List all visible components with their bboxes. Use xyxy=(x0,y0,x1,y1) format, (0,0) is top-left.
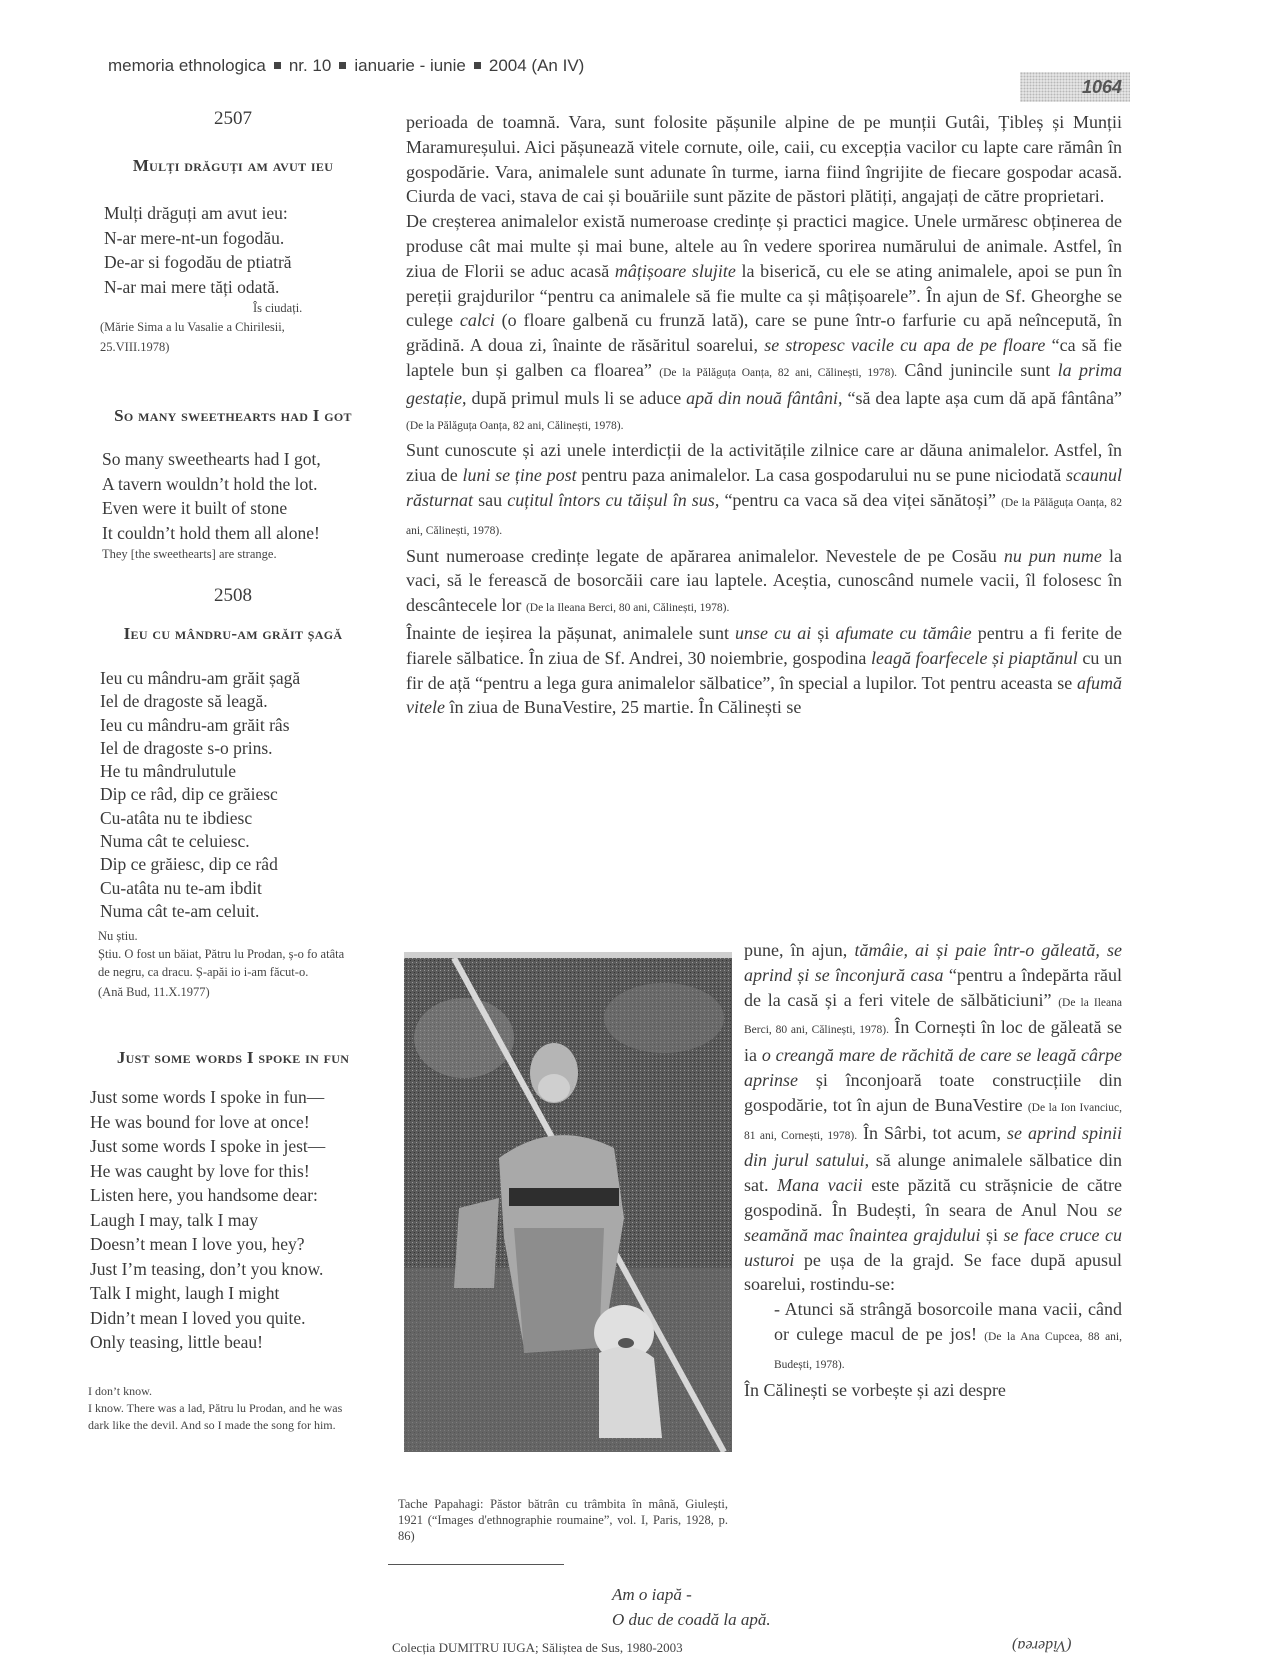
text-run: și înconjoară toate construcțiile din gospodărie, tot în ajun de BunaVestire xyxy=(744,1069,1122,1115)
text-run: (De la Pălăguța Oanța, 82 ani, Călinești, 1978). xyxy=(406,419,624,432)
text-run: În Sârbi, tot acum, xyxy=(857,1122,1007,1143)
text-run: Când junincile sunt xyxy=(897,359,1058,380)
paragraph: În Călinești se vorbește și azi despre xyxy=(744,1379,1006,1400)
paragraph xyxy=(406,209,1122,438)
square-bullet-icon xyxy=(274,62,281,69)
text-run: (De la Ileana Berci, 80 ani, Călinești, 1978). xyxy=(525,602,730,615)
text-run: se aprind spinii din jurul satului xyxy=(744,1122,1122,1171)
text-run: pentru paza animalelor. La casa gospodarului nu se pune niciodată xyxy=(576,465,1066,486)
text-run: (o floare galbenă cu frunză lată), care se pune într-o farfurie cu apă neîncepută, în grădină. A doua zi, înainte de răsăritul soarelui, xyxy=(406,310,1122,356)
footnote-divider xyxy=(388,1564,564,1565)
song-number: 2507 xyxy=(214,108,252,129)
verse-line: Mulți drăguți am avut ieu: xyxy=(104,203,288,223)
verse-line: Cu-atâta nu te-am ibdit xyxy=(100,877,262,898)
shepherd-with-dog-image xyxy=(404,958,732,1452)
poem-en xyxy=(88,447,378,545)
verse-line: He was caught by love for this! xyxy=(90,1160,310,1181)
riddle-answer-upside-down: (Viderea) xyxy=(1012,1637,1072,1654)
text-run: unse cu ai xyxy=(735,622,812,643)
text-run: Sunt numeroase credințe legate de apărarea animalelor. Nevestele de pe Cosău xyxy=(406,545,1004,566)
journal-header xyxy=(108,56,584,76)
text-run: și xyxy=(980,1224,1004,1245)
text-run: (De la Ion Ivanciuc, 81 ani, Cornești, 1978). xyxy=(744,1101,1122,1142)
verse-line: Laugh I may, talk I may xyxy=(90,1209,258,1230)
text-run: , “pentru ca vaca să dea viței sănătoși” xyxy=(714,489,1002,510)
text-run: la vaci, să le ferească de bosorcăii care iau laptele. Aceștia, cunoscând numele vacii, îl folosesc în descântecele lor xyxy=(406,545,1122,616)
text-run: la biserică, cu ele se ating animalele, apoi se pun în pereții grajdurilor “pentru ca animalele să fie multe ca și mâțișoarele”. În ajun de Sf. Gheorghe se culege xyxy=(406,260,1122,331)
text-run: în ziua de BunaVestire, 25 martie. În Călinești se xyxy=(444,697,802,718)
verse-line: Numa cât te-am celuit. xyxy=(100,900,260,921)
text-run: , după primul muls li se aduce xyxy=(462,387,687,408)
square-bullet-icon xyxy=(339,62,346,69)
text-run: În Cornești în loc de găleată se ia xyxy=(744,1017,1122,1066)
text-run: pentru a fi ferite de fiarele sălbatice. În ziua de Sf. Andrei, 30 noiembrie, gospodina xyxy=(406,622,1123,668)
issue-number: nr. 10 xyxy=(288,56,332,75)
article-body-wrapped xyxy=(744,938,1122,1402)
verse-line: Dip ce grăiesc, dip ce râd xyxy=(100,854,278,875)
journal-name: memoria ethnologica xyxy=(108,56,266,75)
text-run: (De la Pălăguța Oanța, 82 ani, Călinești, 1978). xyxy=(659,366,898,379)
paragraph xyxy=(406,438,1122,543)
text-run: pe ușa de la grajd. Se face după apusul soarelui, rostindu-se: xyxy=(744,1249,1122,1295)
text-run: (De la Pălăguța Oanța, 82 ani, Călinești, 1978). xyxy=(406,496,1122,537)
verse-line: So many sweethearts had I got, xyxy=(102,449,321,469)
text-run: , “să dea lapte așa cum dă apă fântâna” xyxy=(838,387,1122,408)
text-run: (De la Ileana Berci, 80 ani, Călinești, 1978). xyxy=(744,996,1122,1037)
verse-line: Iel de dragoste s-o prins. xyxy=(100,737,273,758)
text-run: scaunul răsturnat xyxy=(406,465,1122,510)
photo-caption: Tache Papahagi: Păstor bătrân cu trâmbita în mână, Giulești, 1921 (“Images d'ethnographie roumaine”, vol. I, Paris, 1928, p. 86) xyxy=(398,1497,728,1543)
page-number: 1064 xyxy=(1020,72,1130,102)
song-title-ro: Mulți drăguți am avut ieu xyxy=(132,156,334,175)
incantation xyxy=(744,1297,1122,1377)
song-number: 2508 xyxy=(214,585,252,606)
text-run: “pentru a îndepărta răul de la casă și a feri vitele de sălbăticiuni” xyxy=(744,964,1122,1010)
text-run: Sunt cunoscute și azi unele interdicții de la activitățile zilnice care ar dăuna animalelor. Astfel, în ziua de xyxy=(406,440,1122,486)
text-run: tămâie, ai și paie într-o găleată, se aprind și se înconjură casa xyxy=(744,940,1122,985)
poem-ro xyxy=(88,201,378,299)
verse-line: He was bound for love at once! xyxy=(90,1111,310,1132)
collection-credit: Colecția DUMITRU IUGA; Săliștea de Sus, 1980-2003 xyxy=(392,1640,683,1655)
poem-note-en: I know. There was a lad, Pătru lu Prodan, and he was dark like the devil. And so I made the song for him. xyxy=(88,1400,343,1432)
riddle-line: Am o iapă - xyxy=(612,1585,692,1604)
text-run: afumate cu tămâie xyxy=(835,622,972,643)
poem-ro xyxy=(88,667,378,923)
text-run: “ca să fie laptele bun și galben ca floarea” xyxy=(406,335,1122,380)
text-run: De creșterea animalelor există numeroase credințe și practici magice. Unele urmăresc obținerea de produse cât mai multe și mai bune, altele au în vedere sporirea numărului de animale. Astfel, în ziua de Florii se aduc acasă xyxy=(406,211,1122,281)
verse-line: N-ar mai mere tăți odată. xyxy=(104,276,280,297)
poem-en xyxy=(88,1085,378,1355)
text-run: la prima gestație xyxy=(406,359,1123,408)
riddle-line: O duc de coadă la apă. xyxy=(612,1610,771,1629)
left-column xyxy=(88,108,378,1434)
verse-line: A tavern wouldn’t hold the lot. xyxy=(102,473,318,494)
verse-line: Numa cât te celuiesc. xyxy=(100,831,250,852)
song-title-ro: Ieu cu mândru-am grăit șagă xyxy=(123,624,343,643)
text-run: (De la Ana Cupcea, 88 ani, Budești, 1978). xyxy=(774,1330,1122,1371)
verse-line: Just I’m teasing, don’t you know. xyxy=(90,1258,324,1279)
verse-line: Didn’t mean I loved you quite. xyxy=(90,1307,306,1328)
text-run: și xyxy=(811,622,836,643)
text-run: se face cruce cu usturoi xyxy=(744,1224,1123,1270)
text-run: se seamănă mac înaintea grajdului xyxy=(744,1199,1122,1245)
paragraph xyxy=(406,621,1122,720)
poem-source: (Mărie Sima a lu Vasalie a Chirilesii, 25.VIII.1978) xyxy=(100,320,285,354)
text-run: sau xyxy=(473,489,508,510)
text-run: afumă vitele xyxy=(406,672,1122,718)
paragraph xyxy=(406,544,1122,621)
poem-note: Știu. O fost un băiat, Pătru lu Prodan, ș-o fo atâta de negru, ca dracu. Ș-apăi io i-am făcut-o. xyxy=(98,947,345,980)
text-run: Mana vacii xyxy=(777,1175,863,1196)
text-run: cuțitul întors cu tăișul în sus xyxy=(507,489,715,510)
shepherd-photo xyxy=(404,952,732,1452)
song-title-en: So many sweethearts had I got xyxy=(114,406,352,425)
text-run: Înainte de ieșirea la pășunat, animalele sunt xyxy=(406,622,736,643)
verse-line: Just some words I spoke in fun— xyxy=(90,1087,325,1108)
verse-line: Doesn’t mean I love you, hey? xyxy=(90,1234,305,1255)
text-run: leagă foarfecele și piaptănul xyxy=(870,647,1078,668)
verse-line: Ieu cu mândru-am grăit șagă xyxy=(100,668,301,688)
text-run: mâțișoare slujite xyxy=(614,260,736,281)
verse-line: Iel de dragoste să leagă. xyxy=(100,691,268,712)
verse-line: Just some words I spoke in jest— xyxy=(90,1136,326,1157)
verse-line: It couldn’t hold them all alone! xyxy=(102,522,320,543)
text-run: - Atunci să strângă bosorcoile mana vacii, când or culege macul de pe jos! xyxy=(774,1299,1122,1344)
issue-period: ianuarie - iunie xyxy=(354,56,466,75)
text-run: cu un fir de ață “pentru a lega gura animalelor sălbatice”, în special a lupilor. Tot pentru aceasta se xyxy=(406,647,1122,693)
text-run: este păzită cu strășnicie de către gospodină. În Budești, în seara de Anul Nou xyxy=(744,1175,1122,1220)
poem-note-en: I don’t know. xyxy=(88,1383,152,1398)
text-run: pune, în ajun, xyxy=(744,940,855,960)
poem-note: Îs ciudați. xyxy=(253,301,303,315)
verse-line: He tu mândrulutule xyxy=(100,761,237,782)
verse-line: Ieu cu mândru-am grăit râs xyxy=(100,714,290,735)
text-run: calci xyxy=(459,310,495,331)
verse-line: Only teasing, little beau! xyxy=(90,1332,264,1353)
text-run: o creangă mare de răchită de care se leagă cârpe aprinse xyxy=(744,1045,1122,1090)
article-body xyxy=(406,110,1122,720)
poem-note-en: They [the sweethearts] are strange. xyxy=(102,547,277,561)
square-bullet-icon xyxy=(474,62,481,69)
issue-year: 2004 (An IV) xyxy=(488,56,585,75)
song-title-en: Just some words I spoke in fun xyxy=(116,1048,350,1068)
verse-line: Cu-atâta nu te ibdiesc xyxy=(100,807,253,828)
text-run: apă din nouă fântâni xyxy=(686,387,839,408)
verse-line: Listen here, you handsome dear: xyxy=(90,1185,318,1206)
poem-note: Nu știu. xyxy=(98,929,138,944)
text-run: se stropesc vacile cu apa de pe floare xyxy=(764,335,1046,356)
verse-line: N-ar mere-nt-un fogodău. xyxy=(104,227,285,248)
paragraph: perioada de toamnă. Vara, sunt folosite pășunile alpine de pe munții Gutâi, Țibleș și Munții Maramureșului. Aici pășunează vitele cornute, oile, caii, cu excepția vacilor cu lapte care rămân în gospodărie. Vara, animalele sunt adunate în turme, iarna fiind îngrijite de fiecare gospodar acasă. Ciurda de vaci, stava de cai și bouăriile sunt păzite de păstori plătiți, angajați de către proprietari. xyxy=(406,112,1122,207)
verse-line: Talk I might, laugh I might xyxy=(90,1283,280,1304)
verse-line: De-ar si fogodău de ptiatră xyxy=(104,252,292,272)
text-run: , să alunge animalele sălbatice din sat. xyxy=(744,1150,1122,1196)
verse-line: Even were it built of stone xyxy=(102,498,288,518)
text-run: luni se ține post xyxy=(462,465,577,486)
verse-line: Dip ce râd, dip ce grăiesc xyxy=(100,784,278,805)
riddle xyxy=(612,1582,771,1632)
poem-source: (Ană Bud, 11.X.1977) xyxy=(98,985,210,1000)
text-run: nu pun nume xyxy=(1003,545,1102,566)
